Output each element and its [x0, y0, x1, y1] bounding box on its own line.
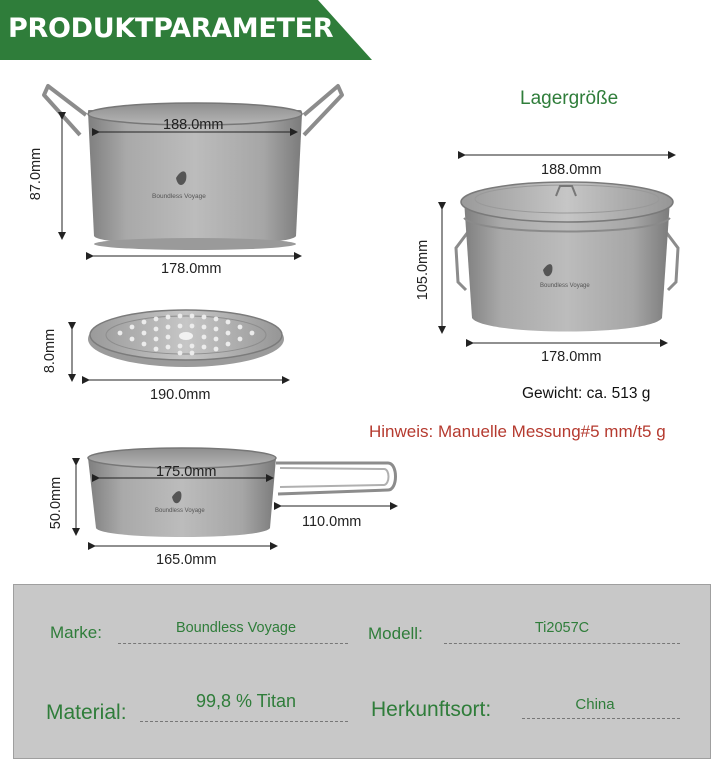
brand-underline: [118, 643, 348, 644]
material-value: 99,8 % Titan: [195, 691, 297, 711]
brand-value: Boundless Voyage: [175, 620, 297, 636]
pot-engraving: Boundless Voyage: [152, 193, 206, 200]
model-underline: [444, 643, 680, 644]
storage-bottom-diameter-label: 178.0mm: [541, 349, 602, 365]
pan-handle-length-label: 110.0mm: [302, 514, 362, 530]
material-label: Material:: [46, 701, 127, 724]
storage-size-title: Lagergröße: [520, 88, 619, 109]
origin-value: China: [575, 696, 615, 713]
pot-image: [44, 86, 342, 250]
steamer-diameter-label: 190.0mm: [150, 387, 211, 403]
storage-image: [456, 182, 678, 332]
pot-height-label: 87.0mm: [28, 147, 45, 201]
page-title: PRODUKTPARAMETER: [8, 13, 334, 44]
pot-top-diameter-label: 188.0mm: [163, 117, 224, 133]
storage-height-label: 105.0mm: [415, 239, 432, 301]
measurement-note: Hinweis: Manuelle Messung#5 mm/t5 g: [369, 422, 666, 441]
origin-underline: [522, 718, 680, 719]
brand-label: Marke:: [50, 623, 102, 642]
model-label: Modell:: [368, 624, 423, 643]
storage-engraving: Boundless Voyage: [540, 283, 590, 289]
pan-top-diameter-label: 175.0mm: [156, 464, 217, 480]
steamer-image: [88, 310, 284, 367]
pan-bottom-diameter-label: 165.0mm: [156, 552, 217, 568]
pan-engraving: Boundless Voyage: [155, 508, 205, 514]
pan-height-label: 50.0mm: [48, 476, 65, 530]
weight-label: Gewicht: ca. 513 g: [522, 385, 651, 402]
steamer-height-label: 8.0mm: [42, 328, 59, 374]
model-value: Ti2057C: [534, 620, 590, 636]
storage-top-diameter-label: 188.0mm: [541, 162, 602, 178]
origin-label: Herkunftsort:: [371, 698, 492, 721]
spec-panel: [13, 584, 711, 759]
pot-bottom-diameter-label: 178.0mm: [161, 261, 222, 277]
material-underline: [140, 721, 348, 722]
